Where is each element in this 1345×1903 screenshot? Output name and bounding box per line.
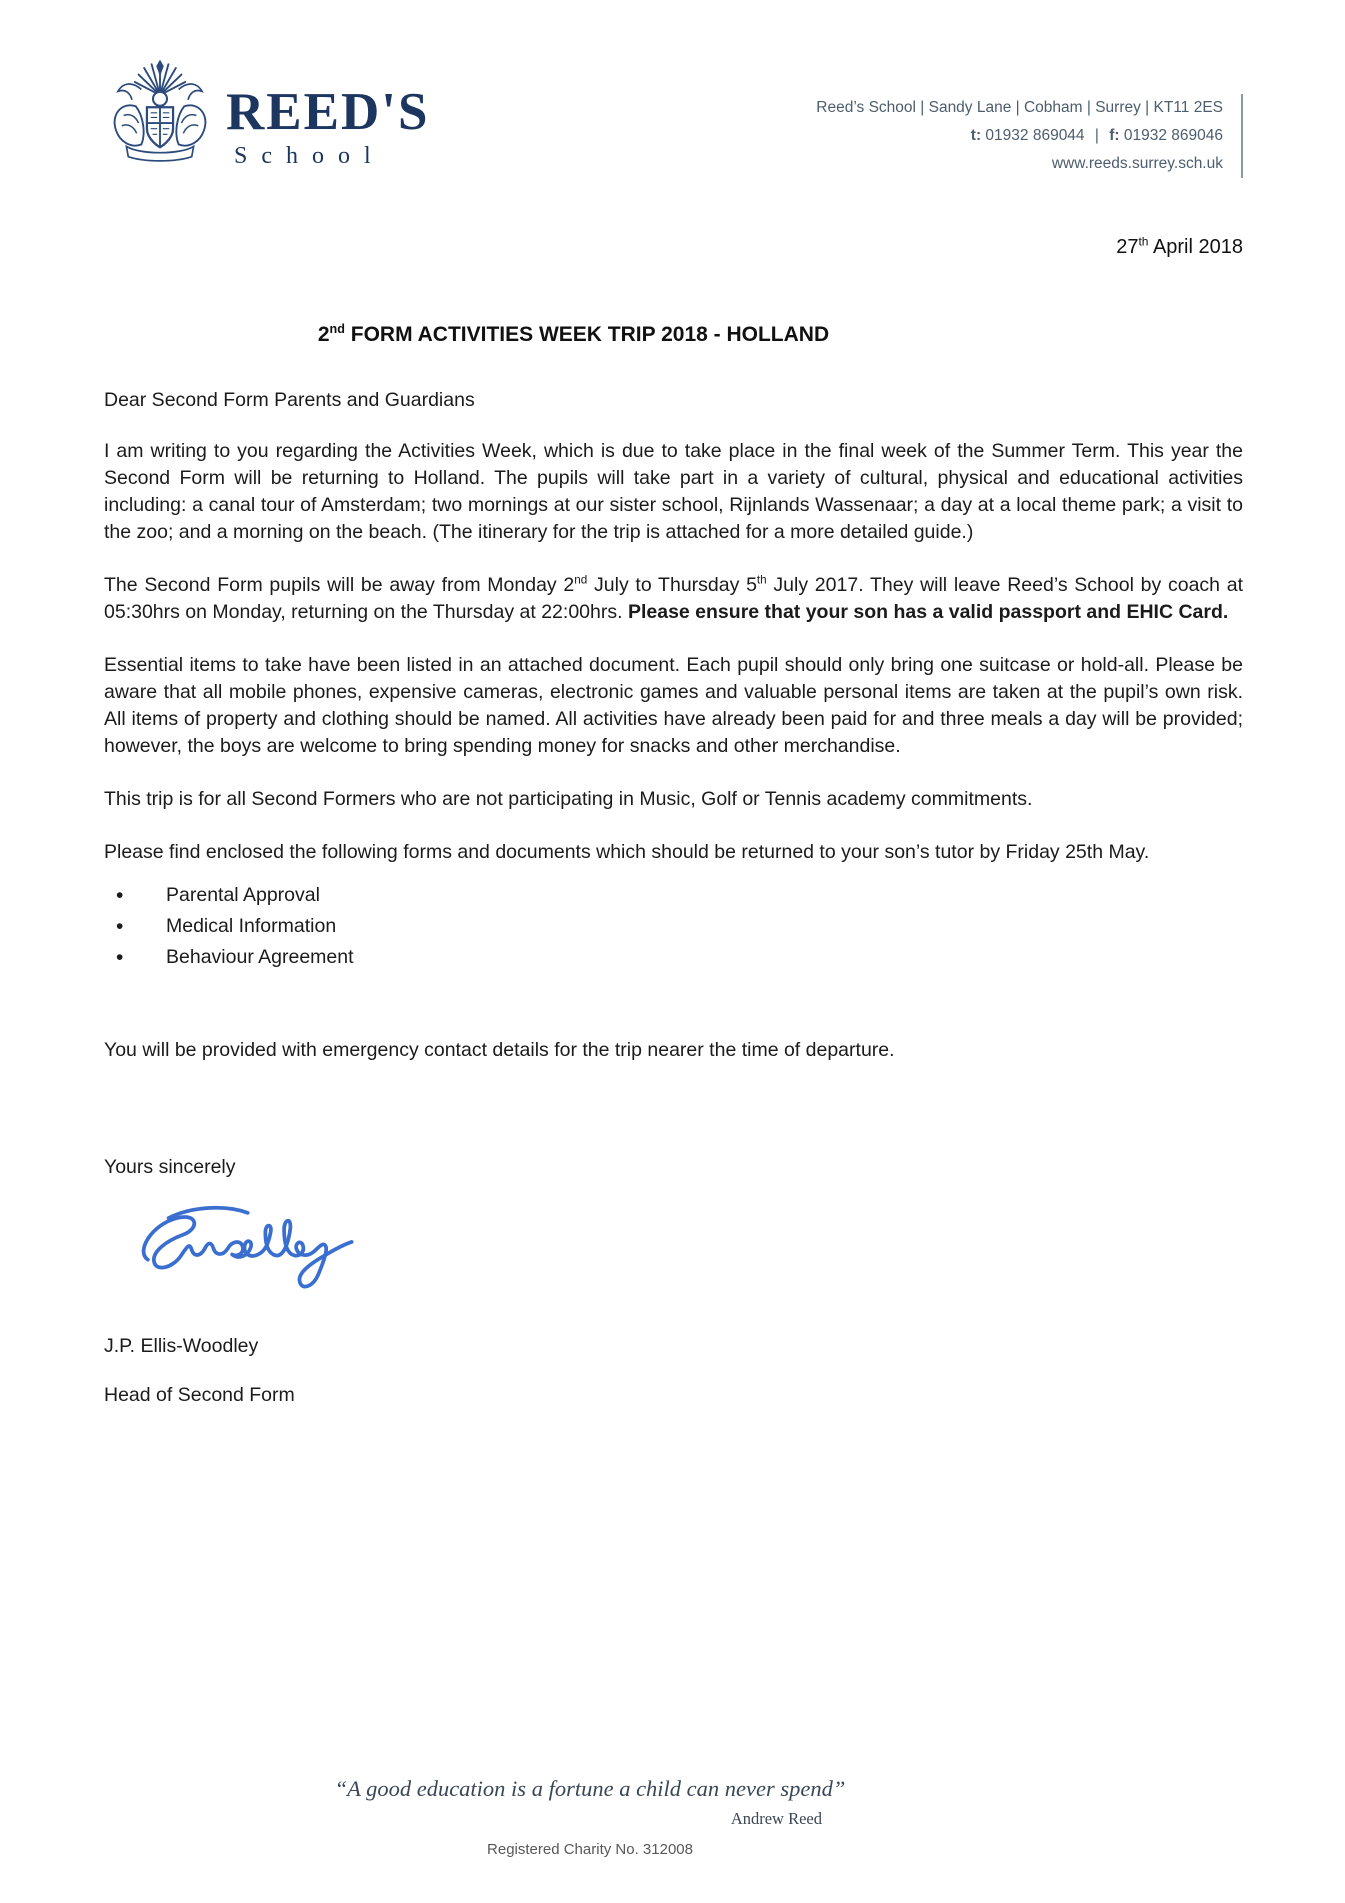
- travel-text-3: July 2017. They will leave Reed’s School by coach at 05:30hrs on Monday, returning on the Thursday at 22:00hrs.: [104, 574, 1244, 623]
- enclosure-list: [104, 880, 1243, 973]
- ordinal-superscript: nd: [574, 573, 588, 587]
- signature-image: [130, 1191, 382, 1295]
- school-motto: “A good education is a fortune a child can never spend”: [334, 1776, 846, 1801]
- fax-value: 01932 869046: [1123, 127, 1223, 144]
- motto-author: Andrew Reed: [730, 1809, 822, 1828]
- letter-footer: [330, 1776, 850, 1858]
- paragraph-essential-items: Essential items to take have been listed in an attached document. Each pupil should only bring one suitcase or hold-all. Please be aware that all mobile phones, expensive cameras, electronic games and valuable personal items are taken at the pupil’s own risk. All items of property and clothing should be named. All activities have already been paid for and three meals a day will be provided; however, the boys are welcome to bring spending money for snacks and other merchandise.: [104, 654, 1243, 757]
- address-line: Reed’s School | Sandy Lane | Cobham | Surrey | KT11 2ES: [816, 99, 1223, 116]
- travel-text-2: July to Thursday 5: [587, 574, 757, 596]
- logo-subtitle: School: [234, 143, 385, 169]
- paragraph-eligibility: This trip is for all Second Formers who are not participating in Music, Golf or Tennis academy commitments.: [104, 788, 1033, 810]
- letter-date: [104, 236, 1243, 259]
- tel-value: 01932 869044: [985, 127, 1085, 144]
- salutation: Dear Second Form Parents and Guardians: [104, 389, 475, 411]
- website-url: www.reeds.surrey.sch.uk: [1051, 155, 1223, 172]
- travel-text-1: The Second Form pupils will be away from Monday 2: [104, 574, 575, 596]
- letterhead: [104, 56, 1243, 178]
- logo-text: [226, 83, 430, 170]
- list-item-parental-approval: • Parental Approval: [116, 880, 1243, 911]
- charity-number: Registered Charity No. 312008: [487, 1841, 693, 1858]
- phone-fax-line: [816, 122, 1223, 150]
- separator: |: [1094, 127, 1099, 144]
- list-item-medical-information: • Medical Information: [116, 911, 1243, 942]
- title-ordinal-superscript: nd: [329, 322, 345, 336]
- tel-label: t:: [970, 127, 982, 144]
- signatory-role: Head of Second Form: [104, 1384, 295, 1406]
- passport-reminder: Please ensure that your son has a valid passport and EHIC Card.: [627, 601, 1229, 623]
- paragraph-intro: I am writing to you regarding the Activities Week, which is due to take place in the final week of the Summer Term. This year the Second Form will be returning to Holland. The pupils will take part in a variety of cultural, physical and educational activities including: a canal tour of Amsterdam; two mornings at our sister school, Rijnlands Wassenaar; a day at a local theme park; a visit to the zoo; and a morning on the beach. (The itinerary for the trip is attached for a more detailed guide.): [104, 440, 1243, 543]
- school-logo: [104, 56, 429, 170]
- signatory-name: J.P. Ellis-Woodley: [104, 1335, 259, 1357]
- date-rest: April 2018: [1148, 236, 1243, 258]
- logo-wordmark: REED'S: [226, 83, 430, 141]
- paragraph-travel-dates: [104, 572, 1243, 626]
- closing-valediction: Yours sincerely: [104, 1156, 236, 1178]
- date-day: 27: [1116, 236, 1139, 258]
- date-ordinal-superscript: th: [1138, 234, 1149, 249]
- letter-title: [4, 323, 1143, 347]
- letterhead-contact: [816, 94, 1243, 178]
- title-prefix: 2: [317, 323, 330, 346]
- fax-label: f:: [1109, 127, 1120, 144]
- list-item-behaviour-agreement: • Behaviour Agreement: [116, 942, 1243, 973]
- school-crest-icon: [104, 56, 216, 164]
- emergency-note: You will be provided with emergency contact details for the trip nearer the time of departure.: [104, 1039, 895, 1061]
- ordinal-superscript: th: [756, 573, 767, 587]
- paragraph-enclosed-forms: Please find enclosed the following forms and documents which should be returned to your son’s tutor by Friday 25th May.: [104, 841, 1150, 863]
- title-text: FORM ACTIVITIES WEEK TRIP 2018 - HOLLAND: [344, 323, 830, 346]
